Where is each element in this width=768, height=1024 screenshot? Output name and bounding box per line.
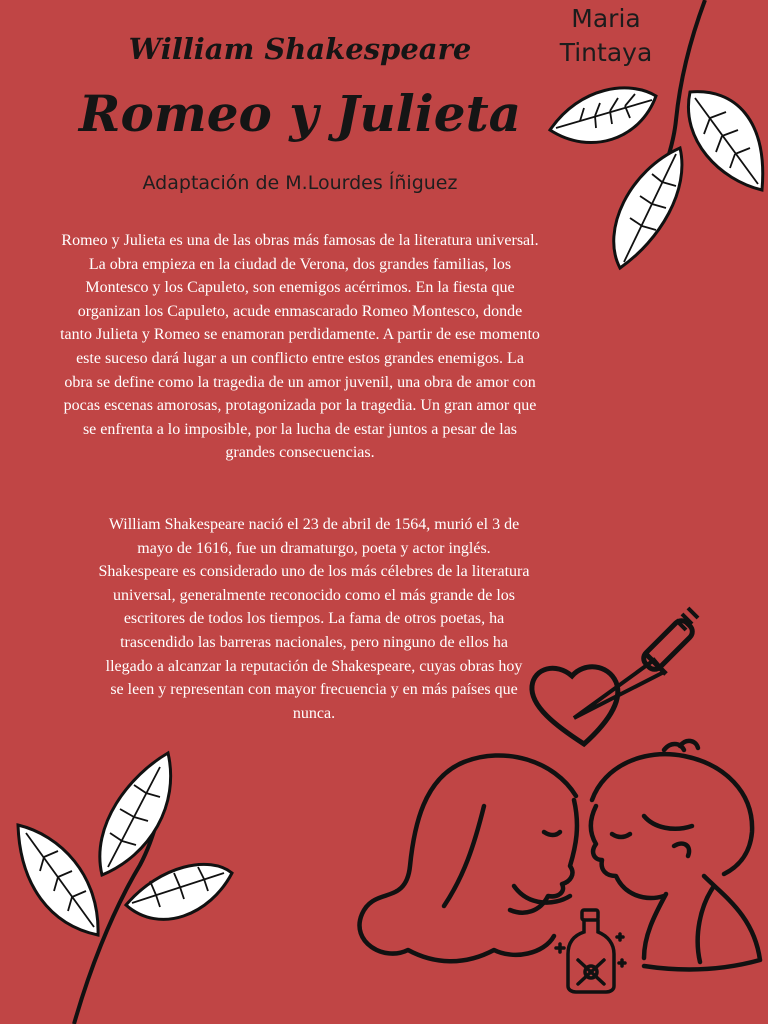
playwright-name: William Shakespeare [128, 32, 472, 66]
leaf-branch-top-icon [540, 0, 768, 280]
heart-dagger-icon [526, 598, 716, 750]
page-title: Romeo y Julieta [78, 84, 522, 143]
leaf-branch-bottom-icon [10, 745, 240, 1024]
author-name: Maria Tintaya [559, 4, 653, 67]
adaptation-credit: Adaptación de M.Lourdes Íñiguez [142, 172, 458, 194]
synopsis-paragraph: Romeo y Julieta es una de las obras más famosas de la literatura universal. La obra empieza en la ciudad de Verona, dos grandes familias, los Montesco y los Capuleto, son enemigos acérrimos. En la fiesta que organizan los Capuleto, acude enmascarado Romeo Montesco, donde tanto Julieta y Romeo se enamoran perdidamente. A partir de ese momento este suceso dará lugar a un conflicto entre estos grandes enemigos. La obra se define como la tragedia de un amor juvenil, una obra de amor con pocas escenas amorosas, protagonizada por la tragedia. Un gran amor que se enfrenta a lo imposible, por la lucha de estar juntos a pesar de las grandes consecuencias. [60, 232, 540, 462]
biography-paragraph: William Shakespeare nació el 23 de abril de 1564, murió el 3 de mayo de 1616, fue un dramaturgo, poeta y actor inglés. Shakespeare es considerado uno de los más célebres de la literatura universal, generalmente reconocido como el más grande de los escritores de todos los tiempos. La fama de otros poetas, ha trascendido las barreras nacionales, pero ninguno de ellos ha llegado a alcanzar la reputación de Shakespeare, cuyas obras hoy se leen y representan con mayor frecuencia y en más países que nunca. [98, 516, 530, 722]
poison-bottle-icon [552, 904, 632, 996]
